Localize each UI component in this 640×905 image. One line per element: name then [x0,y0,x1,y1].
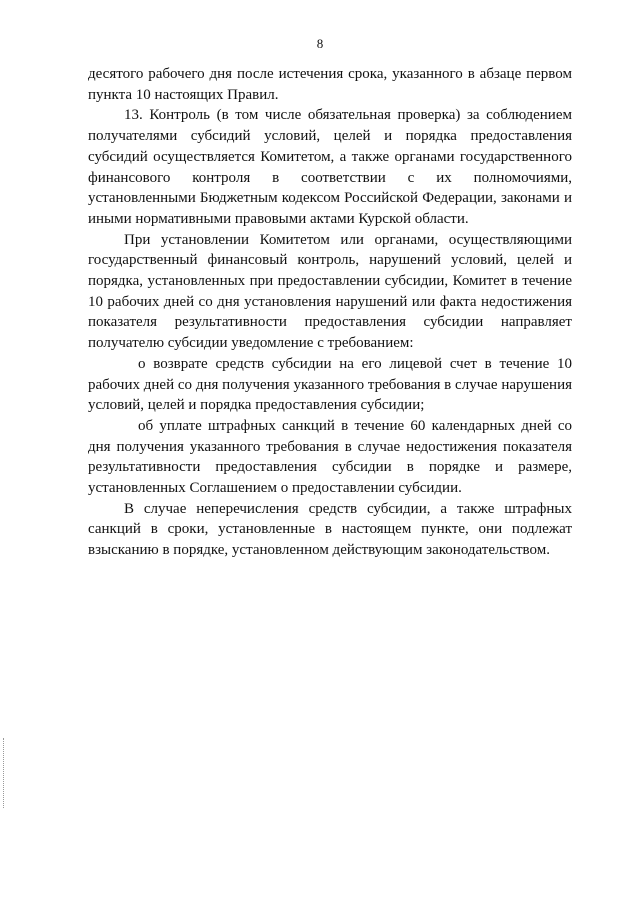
scan-edge-mark [3,738,5,808]
paragraph-continuation: десятого рабочего дня после истечения срока, указанного в абзаце первом пункта 10 настоящих Правил. [88,66,572,103]
paragraph-item-13: 13. Контроль (в том числе обязательная проверка) за соблюдением получателями субсидий условий, целей и порядка предоставления субсидий осуществляется Комитетом, а также органами государственного финансового контроля в соответствии с их полномочиями, установленными Бюджетным кодексом Российской Федерации, законами и иными нормативными правовыми актами Курской области. [88,107,572,227]
paragraph-penalty-requirement: об уплате штрафных санкций в течение 60 календарных дней со дня получения указанного требования в случае недостижения показателя результативности предоставления субсидии в порядке и размере, установленных Соглашением о предоставлении субсидии. [88,417,572,497]
paragraph-refund-requirement: о возврате средств субсидии на его лицевой счет в течение 10 рабочих дней со дня получения указанного требования в случае нарушения условий, целей и порядка предоставления субсидии; [88,355,572,414]
paragraph-violation-notice: При установлении Комитетом или органами, осуществляющими государственный финансовый контроль, нарушений условий, целей и порядка, установленных при предоставлении субсидии, Комитет в течение 10 рабочих дней со дня установления нарушений или факта недостижения показателя результативности предоставления субсидии направляет получателю субсидии уведомление с требованием: [88,231,572,352]
paragraph-recovery: В случае неперечисления средств субсидии, а также штрафных санкций в сроки, установленные в настоящем пункте, они подлежат взысканию в порядке, установленном действующим законодательством. [88,500,572,559]
page-number: 8 [316,36,324,51]
document-body [88,64,572,561]
